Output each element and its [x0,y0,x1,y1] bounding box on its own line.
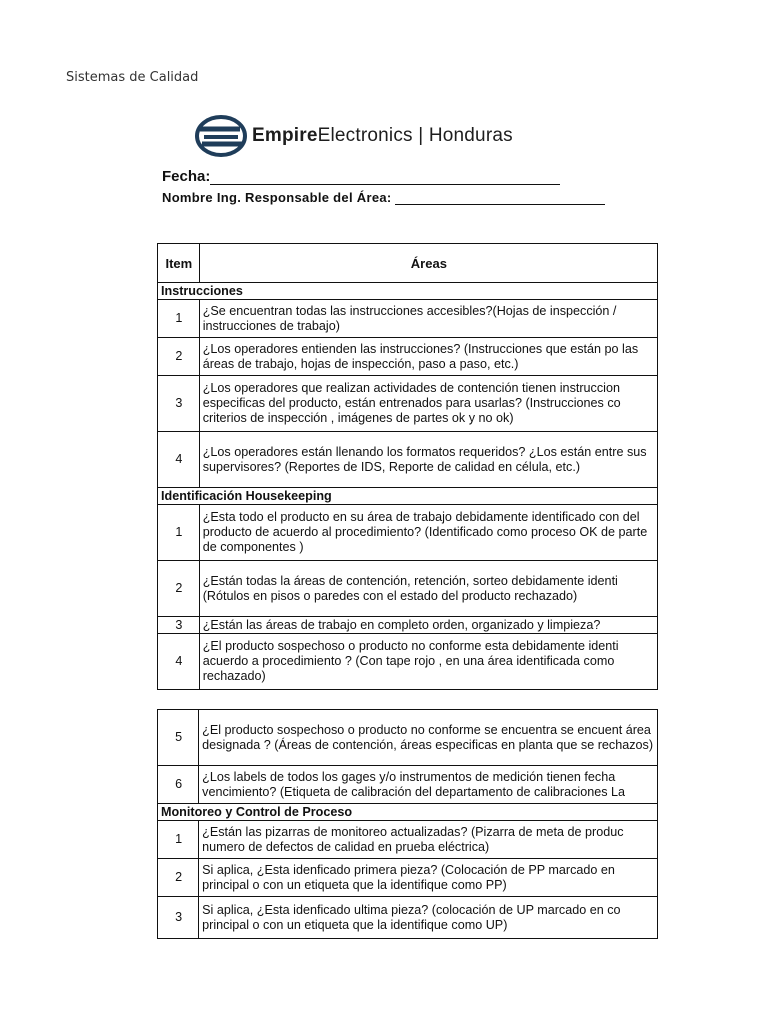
item-number: 1 [158,300,200,338]
document-header: Sistemas de Calidad [66,70,199,85]
question-text: ¿El producto sospechoso o producto no conforme esta debidamente identi acuerdo a procedimiento ? (Con tape rojo , en una área identificada como rechazado) [202,639,619,683]
question-text: ¿Están todas la áreas de contención, retención, sorteo debidamente identi (Rótulos en pisos o paredes con el estado del producto rechazado) [202,573,618,603]
table-header-row [158,244,658,283]
section-label: Identificación Housekeeping [158,488,658,505]
table-row [158,710,658,766]
question-cell [199,505,657,561]
table-row [158,859,658,897]
question-cell [199,376,657,432]
item-number: 2 [158,561,200,617]
question-cell [199,617,657,634]
item-number: 1 [158,505,200,561]
table-row [158,897,658,939]
question-text: ¿El producto sospechoso o producto no conforme se encuentra se encuent área designada ? (Áreas de contención, áreas especificas en planta que se rechazos) [202,722,654,752]
question-text: ¿Los labels de todos los gages y/o instrumentos de medición tienen fecha vencimiento? (Etiqueta de calibración del departamento de calibraciones La [202,769,626,799]
empire-logo-icon [194,112,250,160]
table-row [158,561,658,617]
checklist-table-part1 [157,243,658,690]
areas-header: Áreas [199,244,657,283]
question-cell [199,766,658,804]
question-text: Si aplica, ¿Esta idenficado ultima pieza? (colocación de UP marcado en co principal o con un etiqueta que la identifique como UP) [202,902,621,932]
question-cell [199,859,658,897]
responsable-line[interactable] [395,192,605,205]
question-cell [199,338,657,376]
question-text: Si aplica, ¿Esta idenficado primera pieza? (Colocación de PP marcado en principal o con un etiqueta que la identifique como PP) [202,862,615,892]
question-cell [199,561,657,617]
item-number: 2 [158,338,200,376]
item-number: 2 [158,859,199,897]
table-row [158,821,658,859]
section-row [158,488,658,505]
table-row [158,617,658,634]
responsable-label: Nombre Ing. Responsable del Área: [162,190,392,205]
item-header: Item [158,244,200,283]
question-text: ¿Se encuentran todas las instrucciones accesibles?(Hojas de inspección / instrucciones de trabajo) [202,303,617,333]
question-text: ¿Los operadores que realizan actividades de contención tienen instruccion especificas del producto, están entrenados para usarlas? (Instrucciones co criterios de inspección , imágenes de partes ok y no ok) [202,381,621,425]
item-number: 3 [158,897,199,939]
item-number: 3 [158,376,200,432]
question-cell [199,432,657,488]
question-cell [199,300,657,338]
section-label: Instrucciones [158,283,658,300]
checklist-table-part2 [157,709,658,939]
item-number: 6 [158,766,199,804]
question-cell [199,634,657,690]
section-row [158,804,658,821]
question-text: ¿Están las pizarras de monitoreo actualizadas? (Pizarra de meta de produc numero de defectos de calidad en prueba eléctrica) [202,824,624,854]
brand-bold: Empire [252,125,318,146]
responsable-field [162,190,605,205]
question-cell [199,821,658,859]
table-row [158,634,658,690]
brand-rest: Electronics | Honduras [317,125,513,146]
section-label: Monitoreo y Control de Proceso [158,804,658,821]
table-row [158,376,658,432]
table-row [158,766,658,804]
table-row [158,338,658,376]
table-row [158,432,658,488]
company-logo [194,112,574,160]
item-number: 4 [158,432,200,488]
item-number: 1 [158,821,199,859]
item-number: 4 [158,634,200,690]
company-name [252,125,513,147]
question-text: ¿Los operadores entienden las instrucciones? (Instrucciones que están po las áreas de trabajo, hojas de inspección, paso a paso, etc.) [202,341,639,371]
fecha-line[interactable] [210,172,560,185]
question-text: ¿Están las áreas de trabajo en completo orden, organizado y limpieza? [202,617,601,632]
question-cell [199,897,658,939]
question-cell [199,710,658,766]
item-number: 5 [158,710,199,766]
table-row [158,300,658,338]
item-number: 3 [158,617,200,634]
question-text: ¿Los operadores están llenando los formatos requeridos? ¿Los están entre sus supervisores? (Reportes de IDS, Reporte de calidad en célula, etc.) [202,444,647,474]
fecha-label: Fecha: [162,168,211,185]
table-row [158,505,658,561]
fecha-field [162,168,560,185]
section-row [158,283,658,300]
question-text: ¿Esta todo el producto en su área de trabajo debidamente identificado con del producto de acuerdo al procedimiento? (Identificado como proceso OK de parte de componentes ) [202,510,648,554]
